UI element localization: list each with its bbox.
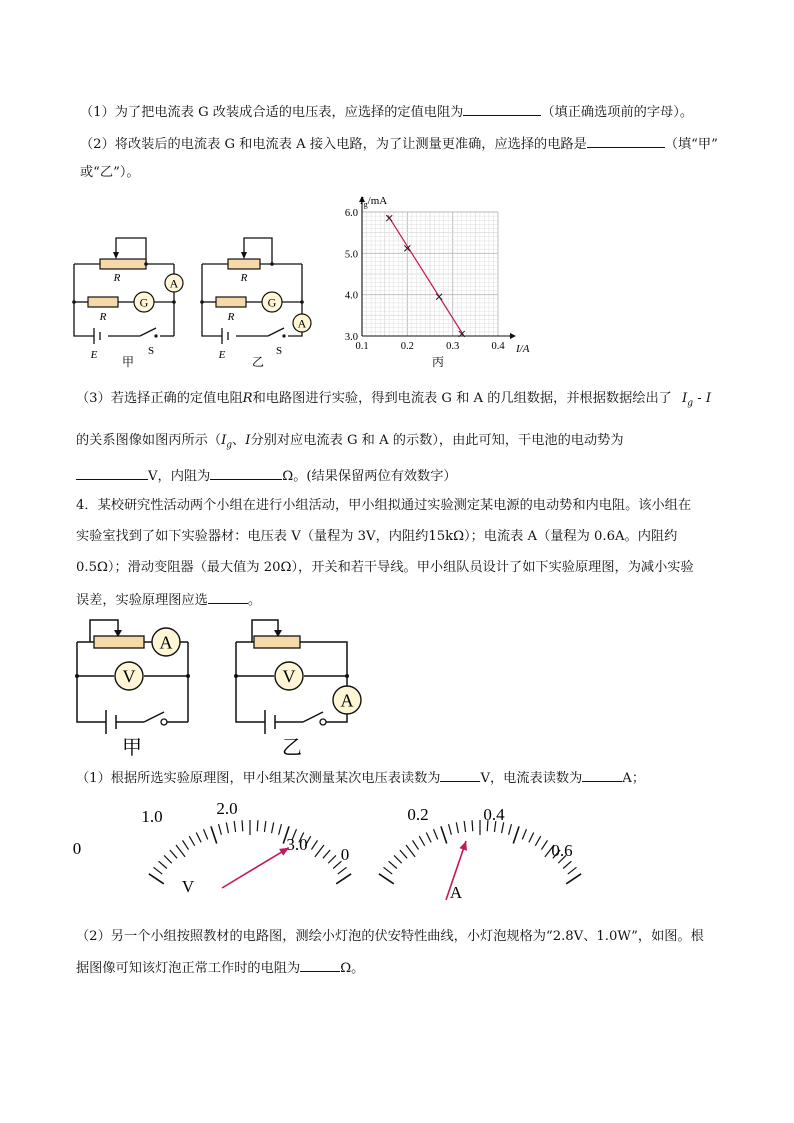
dial-tick — [464, 821, 465, 832]
q4-sub1 — [76, 768, 645, 788]
graph-ylabel: $I_g/mA$ — [360, 195, 388, 209]
q3-rheostat-yi — [228, 252, 260, 269]
dial-tick — [149, 874, 164, 884]
dial-tick — [315, 845, 324, 857]
y-tick-label: 6.0 — [344, 208, 358, 219]
dial-tick — [182, 840, 188, 849]
dial-tick — [566, 874, 581, 884]
q3-part2-blank[interactable] — [587, 134, 665, 148]
dial-tick — [441, 826, 447, 843]
dial-label: 2.0 — [216, 799, 238, 818]
q3-part3-expr — [682, 391, 712, 409]
dial-tick — [159, 861, 167, 868]
dial-label: 0.2 — [407, 805, 429, 824]
dial-tick — [419, 836, 424, 846]
q4-line3: 0.5Ω）；滑动变阻器（最大值为 20Ω），开关和若干导线。甲小组队员设计了如下实验原理图，为减小实验 — [76, 560, 694, 575]
q3-part1 — [80, 102, 693, 122]
q4-line4-b: 。 — [247, 593, 262, 608]
q3-part3-line2-c: 分别对应电流表 G 和 A 的示数），由此可知，干电池的电动势为 — [250, 433, 624, 448]
dial-tick — [234, 821, 235, 832]
q4-current-blank[interactable] — [582, 768, 622, 782]
dial-tick — [412, 840, 418, 849]
q3-part2-tail: （填“甲” — [664, 137, 718, 152]
q3-part3-line3-a: V，内阻为 — [148, 469, 211, 484]
dial-tick — [170, 850, 177, 858]
q3-ammeter-jia — [165, 274, 183, 292]
dial-tick — [535, 836, 540, 846]
q4-line4-a: 误差，实验原理图应选 — [76, 593, 208, 608]
dial-tick — [211, 826, 217, 843]
dial-label: 0.4 — [483, 805, 505, 824]
q3-part2-cont-text: 或“乙”）。 — [80, 165, 140, 180]
q3-circuit-jia-caption: 甲 — [121, 355, 135, 369]
q3-part3-line2-a: 的关系图像如图丙所示（ — [76, 433, 222, 448]
q4-sub2-line2-a: 据图像可知该灯泡正常工作时的电阻为 — [76, 961, 301, 976]
dial-tick — [568, 867, 577, 874]
dial-tick — [219, 824, 222, 835]
q3-galvanometer-jia-label: G — [139, 295, 149, 310]
q3-ammeter-yi — [293, 314, 311, 332]
x-tick-label: 0.2 — [400, 341, 414, 352]
dial-tick — [264, 821, 265, 832]
q4-sub1-c: A； — [622, 771, 646, 786]
q4-switch-yi — [320, 719, 326, 725]
q3-resistor-jia-label: R — [99, 311, 107, 323]
q4-rheostat-jia — [94, 630, 144, 648]
q3-resistance-blank[interactable] — [210, 466, 282, 480]
graph-ticks — [345, 208, 505, 352]
q3-part3-line2 — [76, 432, 624, 455]
q4-ammeter-jia-label: A — [159, 632, 173, 653]
q3-part3-ig: I — [221, 433, 227, 448]
q4-sub2-line2-b: Ω。 — [340, 961, 365, 976]
q4-circuit-jia-caption: 甲 — [122, 737, 142, 758]
q4-line2: 实验室找到了如下实验器材：电压表 V（量程为 3V，内阻约15kΩ）；电流表 A（量程为 0.6A。内阻约 — [76, 529, 678, 544]
dial-tick — [406, 845, 415, 857]
q3-graph-bing — [330, 190, 540, 370]
dial-tick — [226, 822, 228, 833]
q3-battery-jia-label: E — [90, 349, 98, 361]
dial-tick — [189, 836, 194, 846]
q4-voltmeter-yi-label: V — [282, 666, 296, 687]
q3-resistor-jia — [88, 297, 118, 307]
graph-caption: 丙 — [431, 355, 445, 369]
dial-tick — [176, 845, 185, 857]
dial-tick — [541, 840, 547, 849]
q4-voltmeter-jia — [115, 662, 143, 690]
graph-grid — [362, 212, 498, 336]
q4-sub2-line2 — [76, 958, 364, 978]
x-tick-label: 0.4 — [491, 341, 505, 352]
dial-tick — [196, 832, 201, 842]
x-axis-arrow — [510, 333, 516, 339]
dial-tick — [154, 867, 163, 874]
q4-voltmeter-yi — [275, 662, 303, 690]
q3-part1-blank[interactable] — [463, 102, 541, 116]
q4-choice-blank[interactable] — [208, 590, 248, 604]
dial-tick — [513, 826, 519, 843]
dial-tick — [336, 874, 351, 884]
dial-tick — [394, 855, 402, 863]
q3-galvanometer-yi-label: G — [267, 295, 277, 310]
q3-circuits — [60, 232, 322, 372]
dial-tick — [257, 820, 258, 831]
q3-part3 — [76, 390, 711, 413]
dial-tick — [323, 850, 330, 858]
graph-axes — [359, 196, 516, 339]
dial-tick — [456, 822, 458, 833]
dial-tick — [449, 824, 452, 835]
q3-part3-expr-sub: g — [687, 398, 694, 409]
q3-part3-text-b: 和电路图进行实验，得到电流表 G 和 A 的几组数据，并根据数据绘出了 — [252, 391, 672, 406]
dial-tick — [389, 861, 397, 868]
q4-ammeter-yi-label: A — [340, 690, 354, 711]
dial-pointer — [222, 848, 289, 888]
q3-part3-line2-b: 、 — [232, 433, 246, 448]
dial-label: 0 — [72, 839, 82, 858]
q3-switch-jia-label: S — [147, 345, 155, 357]
q3-resistor-yi-label: R — [227, 311, 235, 323]
q3-part3-text-a: （3）若选择正确的定值电阻 — [76, 391, 243, 406]
q4-line4 — [76, 590, 261, 610]
dial-tick — [379, 874, 394, 884]
q4-sub1-b: V，电流表读数为 — [480, 771, 583, 786]
dial-tick — [509, 824, 512, 835]
q3-emf-blank[interactable] — [76, 466, 148, 480]
dial-label: 0.6 — [551, 841, 573, 860]
ammeter-dial — [341, 805, 581, 902]
q3-circuit-yi-caption: 乙 — [251, 355, 265, 369]
dial-label: 0 — [340, 845, 350, 864]
dial-tick — [338, 867, 347, 874]
q3-ammeter-jia-label: A — [169, 276, 179, 291]
q3-part3-ig-sub: g — [226, 440, 233, 451]
q3-part1-text: （1）为了把电流表 G 改装成合适的电压表，应选择的定值电阻为 — [80, 105, 464, 120]
q3-switch-yi-label: S — [275, 345, 283, 357]
dial-tick — [384, 867, 393, 874]
dial-tick — [328, 855, 336, 863]
q3-galvanometer-jia — [134, 292, 154, 312]
dial-pointer-head — [459, 841, 467, 851]
q3-part2-cont — [80, 164, 140, 182]
dial-tick — [522, 829, 526, 839]
q3-rheostat-yi-label: R — [240, 272, 248, 284]
q3-rheostat-jia — [100, 252, 146, 269]
dial-label: 1.0 — [141, 807, 163, 826]
q3-battery-yi-label: E — [218, 349, 226, 361]
dial-tick — [311, 840, 317, 849]
q4-rheostat-yi — [254, 630, 300, 648]
q3-resistor-yi — [216, 297, 246, 307]
q4-circuits — [64, 616, 374, 758]
y-tick-label: 4.0 — [344, 290, 358, 302]
q3-part3-r: R — [242, 391, 253, 406]
y-tick-label: 3.0 — [344, 332, 358, 343]
dial-tick — [204, 829, 208, 839]
q3-part1-tail: （填正确选项前的字母）。 — [541, 105, 694, 120]
dial-tick — [426, 832, 431, 842]
dial-tick — [272, 822, 274, 833]
q4-voltage-blank[interactable] — [440, 768, 480, 782]
q4-line1: 4．某校研究性活动两个小组在进行小组活动，甲小组拟通过实验测定某电源的电动势和内电阻。该小组在 — [76, 498, 692, 513]
dial-tick — [242, 820, 243, 831]
q4-sub1-a: （1）根据所选实验原理图，甲小组某次测量某次电压表读数为 — [76, 771, 441, 786]
q3-galvanometer-yi — [262, 292, 282, 312]
dial-tick — [472, 820, 473, 831]
dial-tick — [279, 824, 282, 835]
dial-tick — [434, 829, 438, 839]
q4-meter-dials — [60, 792, 600, 904]
q3-part2 — [80, 134, 718, 154]
q3-part3-line3 — [76, 466, 457, 486]
q4-ammeter-jia — [152, 628, 180, 656]
q4-sub2-line1: （2）另一个小组按照教材的电路图，测绘小灯泡的伏安特性曲线，小灯泡规格为“2.8V、1.0W”，如图。根 — [76, 929, 704, 944]
dial-unit: A — [449, 883, 463, 902]
graph-xlabel: I/A — [516, 343, 530, 355]
q4-voltmeter-jia-label: V — [122, 666, 136, 687]
dial-tick — [400, 850, 407, 858]
q4-ammeter-yi — [333, 686, 361, 714]
q3-part2-text: （2）将改装后的电流表 G 和电流表 A 接入电路，为了让测量更准确，应选择的电路是 — [80, 137, 587, 152]
q3-part3-line3-b: Ω。(结果保留两位有效数字） — [282, 469, 457, 484]
dial-label: 3.0 — [286, 835, 308, 854]
dial-tick — [563, 861, 571, 868]
q3-part3-expr-tail: - I — [693, 391, 712, 406]
dial-tick — [164, 855, 172, 863]
x-tick-label: 0.1 — [355, 341, 369, 352]
q4-circuit-yi-caption: 乙 — [282, 737, 302, 758]
q3-part3-expr-i: I — [682, 391, 688, 406]
dial-tick — [529, 832, 534, 842]
q3-rheostat-jia-label: R — [113, 272, 121, 284]
x-tick-label: 0.3 — [446, 341, 460, 352]
voltmeter-dial — [73, 799, 351, 896]
dial-unit: V — [181, 877, 195, 896]
q3-ammeter-yi-label: A — [297, 316, 307, 331]
y-tick-label: 5.0 — [344, 249, 358, 261]
q4-switch-jia — [161, 719, 167, 725]
q4-bulb-resistance-blank[interactable] — [300, 958, 340, 972]
q3-part3-i: I — [245, 433, 251, 448]
